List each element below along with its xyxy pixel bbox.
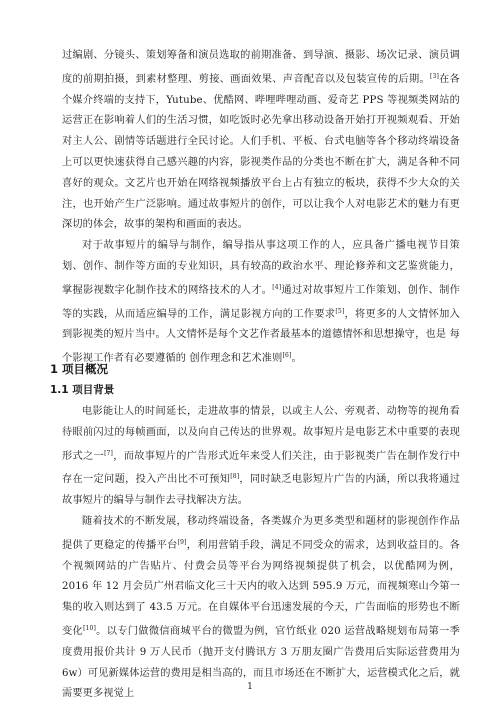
citation[interactable]: [5] [335, 307, 345, 315]
paragraph-intro: 过编剧、分镜头、策划筹备和演员选取的前期准备、到导演、摄影、场次记录、演员调度的前期拍摄，到素材整理、剪接、画面效果、声音配音以及包装宣传的后期。[3]在各个媒介终端的支持下，Yutube、优酷网、哔哩哔哩动画、爱奇艺 PPS 等视频类网站的运营正在影响着人们的生活习惯，如吃饭时必先拿出移动设备开始打开视频观看、开始对主人公、剧情等话题进行全民讨论。人们手机、平板、台式电脑等各个移动终端设备上可以更快速获得自己感兴趣的内容，影视类作品的分类也不断在扩大，满足各种不同喜好的观众。文艺片也开始在网络视频播放平台上占有独立的板块，获得不少大众的关注，也开始产生广泛影响。通过故事短片的创作，可以让我个人对电影艺术的魅力有更深切的体会，故事的架构和画面的表达。 [62, 50, 460, 231]
paragraph-background: 电影能让人的时间延长，走进故事的情景，以或主人公、旁观者、动物等的视角看待眼前闪过的每帧画面，以及向自己传达的世界观。故事短片是电影艺术中重要的表现形式之一[7]，而故事短片的广告形式近年来受人们关注，由于影视类广告在制作发行中存在一定问题，投入产出比不可预知[8]，同时缺乏电影短片广告的内涵，所以我将通过故事短片的编导与制作去寻找解决方法。 [62, 406, 460, 507]
subsection-heading: 1.1 项目背景 [50, 384, 115, 396]
citation[interactable]: [4] [272, 283, 282, 291]
body-block-1 [62, 46, 460, 370]
page-number: 1 [247, 682, 253, 692]
citation[interactable]: [6] [282, 352, 292, 360]
paragraph-editing: 对于故事短片的编导与制作，编导指从事这项工作的人，应具备广播电视节目策划、创作、制作等方面的专业知识，具有较高的政治水平、理论修养和文艺鉴赏能力，掌握影视数字化制作技术的网络技术的人才。[4]通过对故事短片工作策划、创作、制作等的实践，从而适应编导的工作，满足影视方向的工作要求[5]，将更多的人文情怀加入到影视类的短片当中。人文情怀是每个文艺作者最基本的道德情怀和思想操守，也是 每个影视工作者有必要遵循的 创作理念和艺术准则[6]。 [62, 240, 460, 365]
body-block-2 [62, 402, 460, 705]
citation[interactable]: [9] [177, 538, 187, 546]
paragraph-technology: 随着技术的不断发展，移动终端设备，各类媒介为更多类型和题材的影视创作作品提供了更稳定的传播平台[9]，利用营销手段，满足不同受众的需求，达到收益目的。各个视频网站的广告贴片、付费会员等平台为网络视频提供了机会，以优酷网为例，2016 年 12 月会员广州君临文化三十天内的收入达到 595.9 万元，而视频寒山今第一集的收入则达到了 43.5 万元。在自媒体平台迅速发展的今天，广告面临的形势也不断变化[10]。以专门做微信商城平台的微盟为例，官竹纸业 020 运营战略规划布局第一季度费用报价共计 9 万人民币（抛开支付腾讯方 3 万朋友圈广告费用后实际运营费用为 6w）可见新媒体运营的费用是相当高的，而且市场还在不断扩大，运营模式化之后，就需要更多视觉上 [62, 515, 460, 700]
section-heading: 1 项目概况 [50, 362, 109, 376]
citation[interactable]: [10] [83, 624, 96, 632]
citation[interactable]: [7] [104, 449, 114, 457]
citation[interactable]: [8] [230, 473, 240, 481]
citation[interactable]: [3] [430, 72, 439, 80]
